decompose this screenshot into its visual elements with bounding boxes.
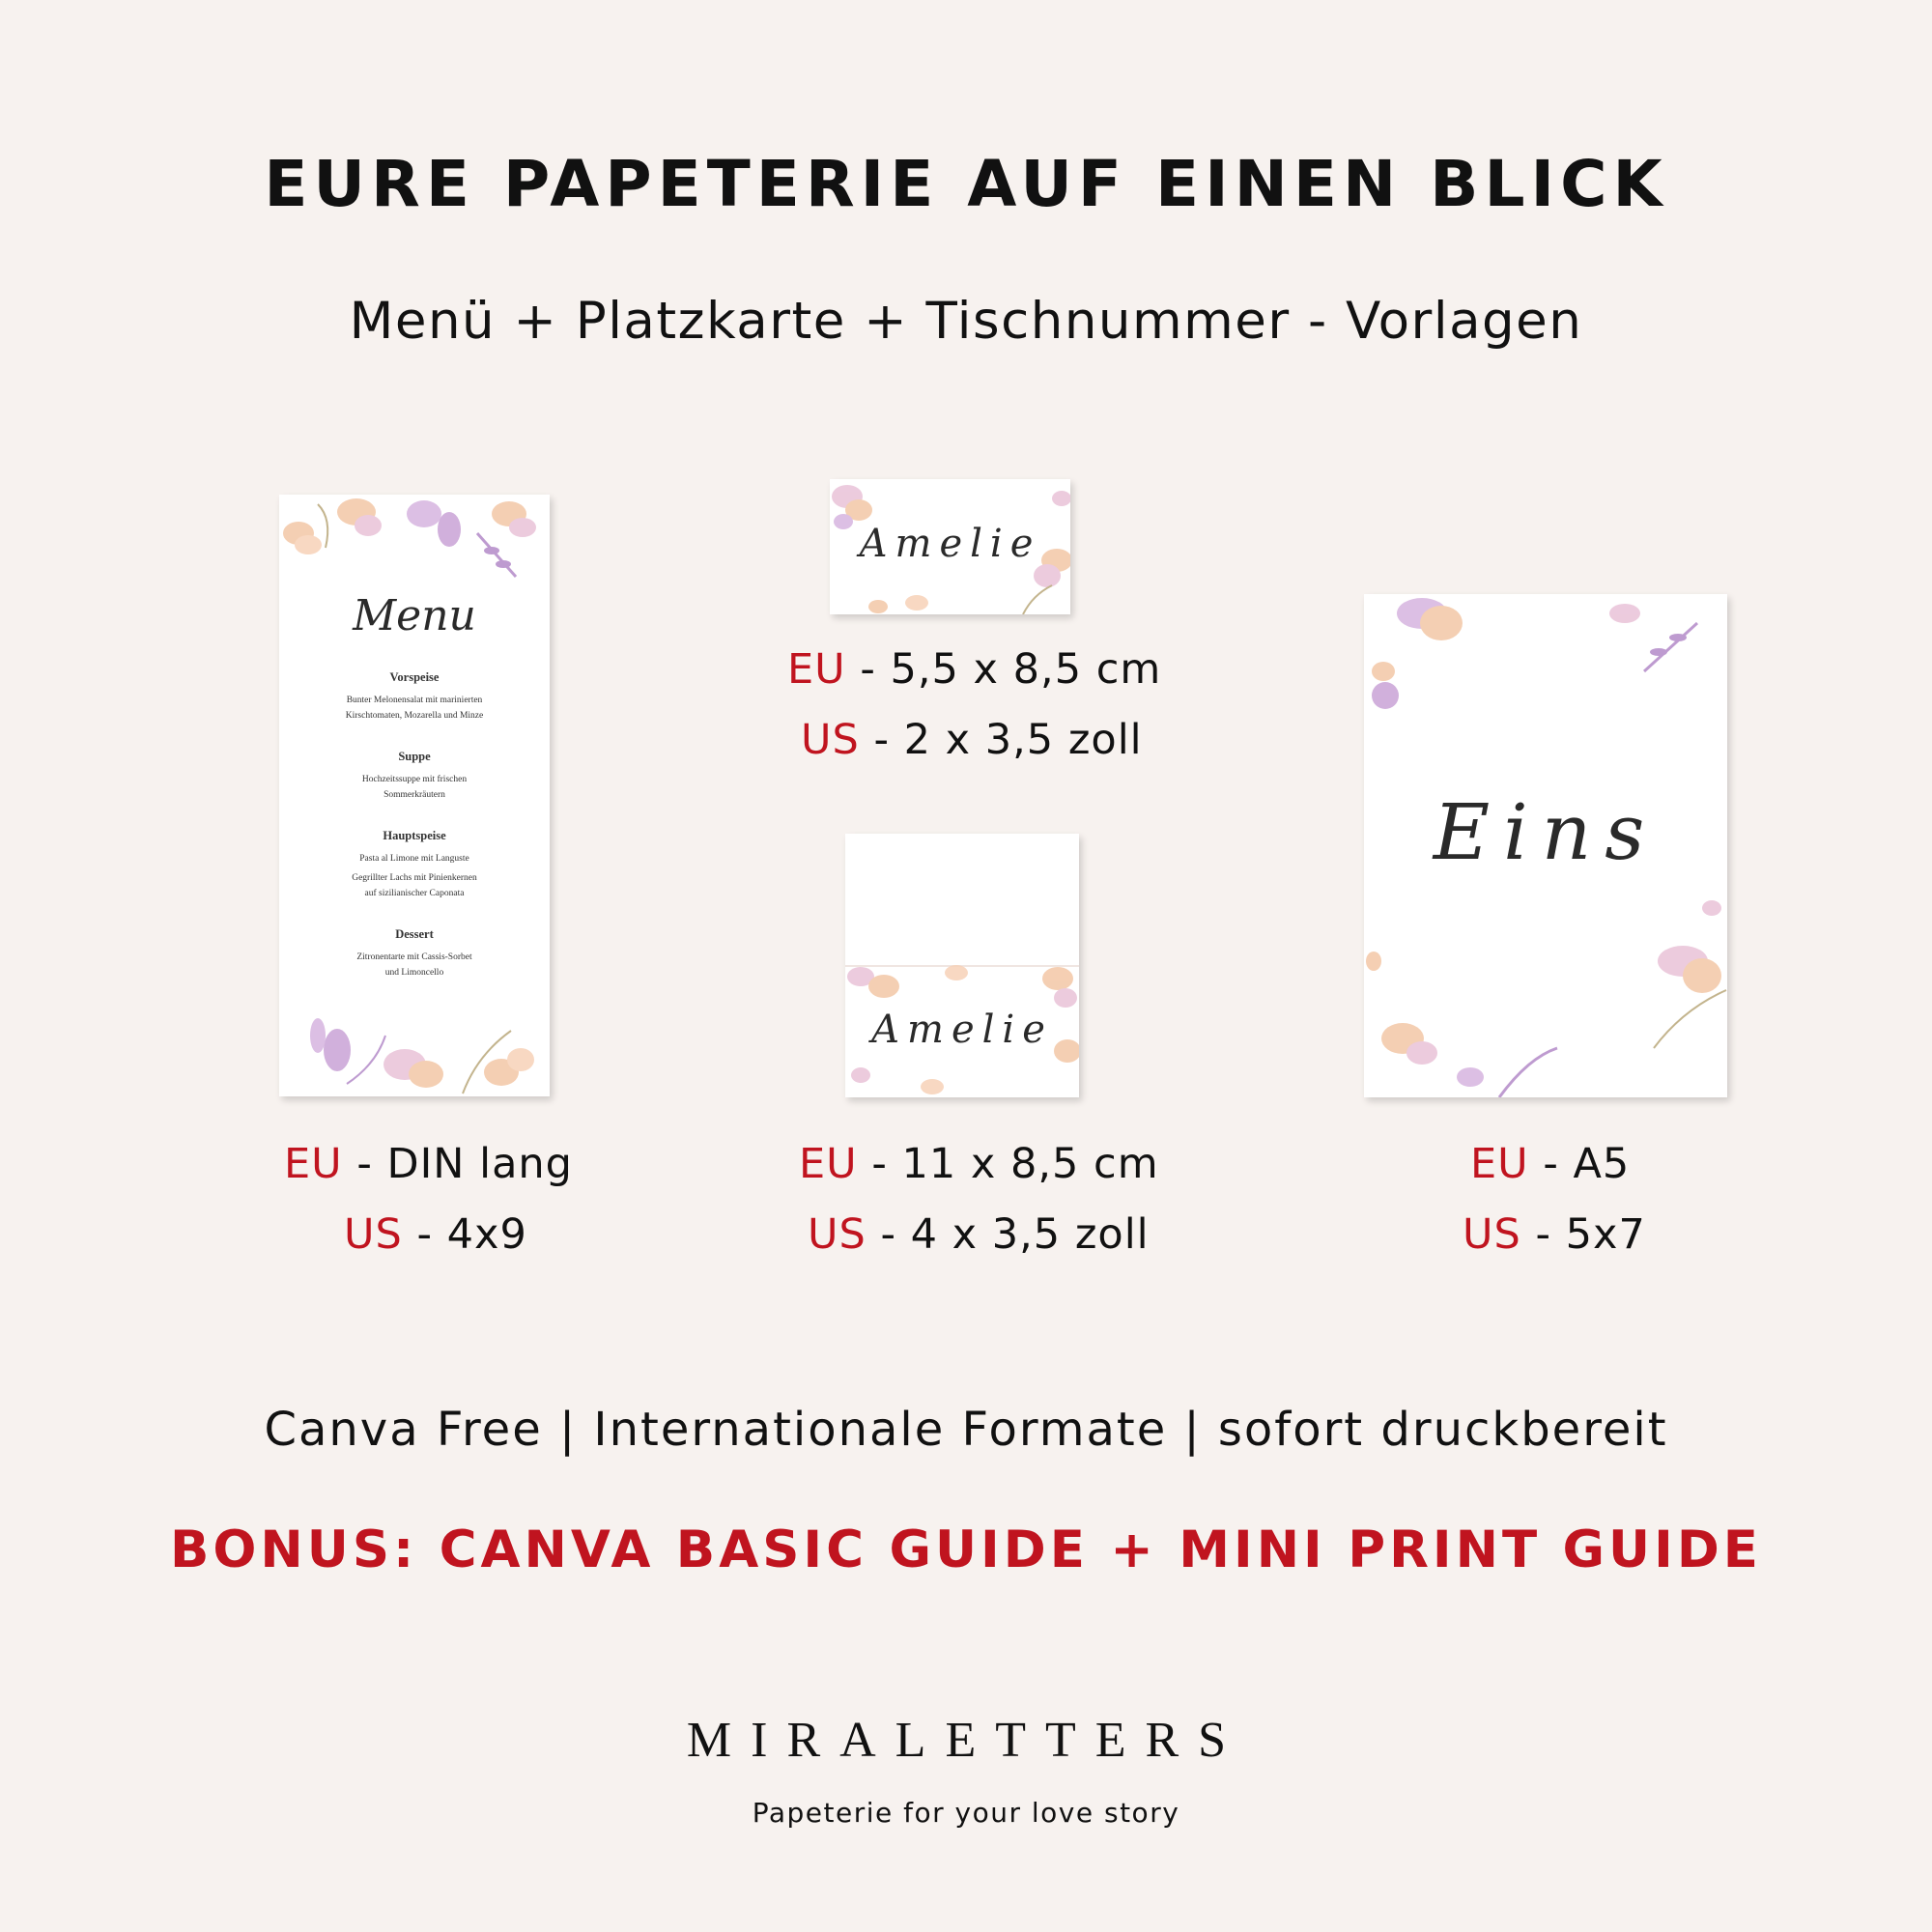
size-value: - 4 x 3,5 zoll <box>866 1210 1150 1259</box>
menu-section-title: Dessert <box>395 927 434 941</box>
size-value: - DIN lang <box>342 1140 573 1188</box>
menu-item-line: Hochzeitssuppe mit frischen <box>361 775 468 784</box>
region-code-eu: EU <box>1470 1140 1529 1188</box>
region-code-us: US <box>808 1210 867 1259</box>
region-code-us: US <box>344 1210 403 1259</box>
size-value: - 2 x 3,5 zoll <box>859 716 1143 764</box>
page-subtitle: Menü + Platzkarte + Tischnummer - Vorlagen <box>349 292 1583 351</box>
menu-item-line: Gegrillter Lachs mit Pinienkernen <box>352 873 477 883</box>
menu-item-line: Zitronentarte mit Cassis-Sorbet <box>356 952 472 962</box>
size-label-table-eu <box>1470 1140 1630 1188</box>
place-card-folded <box>845 834 1079 1097</box>
size-label-menu-us <box>344 1210 527 1259</box>
size-value: - A5 <box>1528 1140 1631 1188</box>
menu-section-title: Vorspeise <box>389 670 440 684</box>
menu-section-title: Suppe <box>398 750 431 763</box>
menu-item-line: Kirschtomaten, Mozarella und Minze <box>345 711 484 721</box>
size-value: - 5x7 <box>1520 1210 1646 1259</box>
size-value: - 4x9 <box>402 1210 527 1259</box>
menu-card <box>279 495 550 1096</box>
region-code-eu: EU <box>787 645 846 694</box>
page-title: EURE PAPETERIE AUF EINEN BLICK <box>264 147 1668 221</box>
bonus-line: BONUS: CANVA BASIC GUIDE + MINI PRINT GUIDE <box>169 1520 1763 1579</box>
menu-item-line: Bunter Melonensalat mit marinierten <box>346 696 483 705</box>
brand-logo: MIRALETTERS <box>686 1713 1246 1768</box>
place-card-folded-name: Amelie <box>871 1008 1053 1052</box>
menu-card-heading: Menu <box>353 591 476 640</box>
menu-section-title: Hauptspeise <box>383 829 446 842</box>
region-code-us: US <box>1463 1210 1521 1259</box>
menu-item-line: Pasta al Limone mit Languste <box>359 854 469 864</box>
region-code-us: US <box>801 716 860 764</box>
place-card-folded-flowers <box>845 834 1079 1097</box>
size-value: - 11 x 8,5 cm <box>857 1140 1159 1188</box>
size-value: - 5,5 x 8,5 cm <box>845 645 1162 694</box>
size-label-place-flat-us <box>801 716 1143 764</box>
size-label-menu-eu <box>284 1140 573 1188</box>
region-code-eu: EU <box>799 1140 858 1188</box>
menu-item-line: und Limoncello <box>384 968 444 978</box>
size-label-table-us <box>1463 1210 1646 1259</box>
region-code-eu: EU <box>284 1140 343 1188</box>
size-label-place-folded-us <box>808 1210 1150 1259</box>
size-label-place-folded-eu <box>799 1140 1159 1188</box>
features-line: Canva Free | Internationale Formate | sofort druckbereit <box>264 1403 1668 1457</box>
menu-item-line: Sommerkräutern <box>384 790 445 800</box>
size-label-place-flat-eu <box>787 645 1161 694</box>
place-card-flat <box>830 479 1070 614</box>
menu-item-line: auf sizilianischer Caponata <box>364 889 465 898</box>
brand-tagline: Papeterie for your love story <box>752 1797 1180 1829</box>
table-number-text: Eins <box>1433 787 1659 877</box>
place-card-flat-name: Amelie <box>859 522 1041 566</box>
table-number-card <box>1364 594 1727 1097</box>
